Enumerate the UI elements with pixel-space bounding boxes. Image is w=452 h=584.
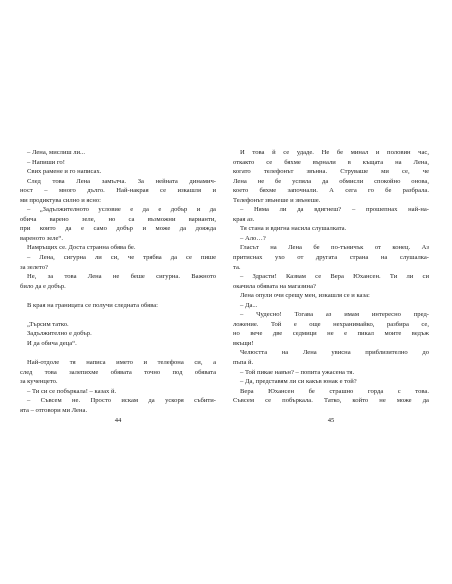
text-line: откакто се бяхме върнали в къщата на Лена,	[233, 158, 429, 166]
text-line: И да обича деца“.	[27, 339, 77, 347]
text-line: притиснах ухо от другата страна на слушалка-	[233, 254, 429, 262]
text-line: Свих рамене и го написах.	[27, 168, 102, 176]
text-line: Лена опули очи срещу мен, изкашля се и каза:	[240, 292, 370, 300]
text-line: Телефонът звънеше и звънеше.	[233, 196, 321, 204]
text-line: вкъщи!	[233, 339, 254, 347]
text-line: обича варено зеле, но са възможни варианти,	[20, 215, 216, 223]
text-line: края аз.	[233, 215, 255, 223]
text-line: Задължително е добър.	[27, 330, 92, 338]
text-line: било да е добър.	[20, 282, 66, 290]
text-line: Тя стана и вдигна насила слушалката.	[240, 225, 347, 233]
text-line	[20, 291, 216, 301]
text-line: Съвсем се побъркала. Татко, който не може да	[233, 397, 429, 405]
text-line: – Здрасти! Казвам се Вера Юхансен. Ти ли си	[240, 273, 429, 281]
text-line: окачила обявата на магазина?	[233, 282, 316, 290]
text-line: за кученцето.	[20, 378, 58, 386]
text-line: за зелето?	[20, 263, 48, 271]
text-line: когато телефонът звънна. Струваше ми се, че	[233, 168, 429, 176]
text-line: ята – отговори ми Лена.	[20, 406, 88, 414]
text-line: – Няма ли да вдигнеш? – прошепнах най-на-	[240, 206, 429, 214]
text-line: вареното зеле“.	[20, 234, 63, 242]
text-line	[20, 348, 216, 358]
text-line: та.	[233, 263, 241, 271]
text-line: Лена не бе успяла да обмисли спокойно онова,	[233, 177, 429, 185]
text-line: – Да...	[240, 301, 258, 309]
text-line: „Търсим татко.	[27, 320, 69, 328]
text-line: ност – много дълго. Най-накрая се изкашля и	[20, 187, 216, 195]
text-line: но вече две седмици не е пикал моите ведъж	[233, 330, 429, 338]
left-page-number: 44	[114, 417, 122, 424]
text-line: Не, за това Лена не беше сигурна. Важното	[27, 273, 216, 281]
text-line: След това Лена замълча. За нейната динамич-	[27, 177, 216, 185]
text-line: – Съвсем не. Просто искам да ускоря събити-	[27, 397, 216, 405]
text-line: при които да е само добър и може да дояжда	[20, 225, 216, 233]
right-page-number: 45	[327, 417, 335, 424]
text-line: Най-отдоле тя написа името и телефона си, а	[27, 359, 216, 367]
text-line: Намръщих се. Доста странна обява бе.	[27, 244, 136, 252]
text-line: – Лена, сигурна ли си, че трябва да се пише	[27, 254, 216, 262]
text-line: което бяхме започнали. А сега го бе разбрала.	[233, 187, 429, 195]
text-line: – Ти си се побъркала! – казах й.	[27, 387, 117, 395]
text-line: ложение. Той е още нехранимайко, разбира се,	[233, 320, 429, 328]
text-line: Вера Юхансен бе страшно горда с това.	[240, 387, 429, 395]
text-line: – Чудесно! Тогава аз имам интересно пред-	[240, 311, 429, 319]
text-line: пъпа й.	[233, 359, 254, 367]
text-line: – Ало…?	[240, 234, 266, 242]
text-line: Челюстта на Лена увисна приблизително до	[240, 349, 429, 357]
text-line: И това й се удаде. Не бе минал и половин час,	[240, 149, 429, 156]
right-page-text	[233, 148, 429, 406]
text-line: – Той пикае навън? – попита ужасена тя.	[240, 368, 355, 376]
text-line: ми продиктува силно и ясно:	[20, 196, 101, 204]
text-line: В края на границата се получи следната обява:	[27, 301, 159, 309]
text-line: Гласът на Лена бе по-тъничък от конец. Аз	[240, 244, 429, 252]
text-line: след това залепихме обявата точно под обявата	[20, 368, 216, 376]
left-page-text	[20, 148, 216, 415]
text-line: – Напиши го!	[27, 158, 65, 166]
text-line: – Лена, мислиш ли...	[27, 149, 85, 156]
text-line	[20, 310, 216, 320]
text-line: – Да, представям ли си какъв юнак е той?	[240, 378, 357, 386]
text-line: – „Задължителното условие е да е добър и да	[27, 206, 216, 214]
